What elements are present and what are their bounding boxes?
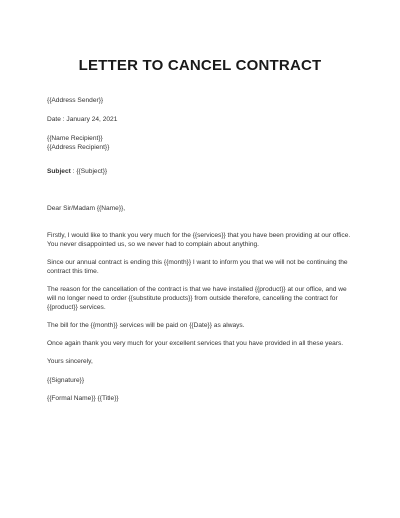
- formal-name-title: {{Formal Name}} {{Title}}: [47, 395, 119, 402]
- paragraph-cancellation-reason: [47, 285, 357, 312]
- paragraph-line: will no longer need to order {{substitute products}} from outside therefore, cancelling the contract for: [47, 295, 338, 302]
- paragraph-contract-ending: [47, 258, 357, 276]
- subject-label: Subject: [47, 168, 71, 175]
- paragraph-line: The reason for the cancellation of the contract is that we have installed {{product}} at our office, and we: [47, 286, 347, 293]
- name-recipient: {{Name Recipient}}: [47, 135, 103, 142]
- signature: {{Signature}}: [47, 377, 85, 384]
- paragraph-line: {{product}} services.: [47, 304, 106, 311]
- closing: Yours sincerely,: [47, 358, 93, 365]
- paragraph-line: You never disappointed us, so we never had to complain about anything.: [47, 241, 260, 248]
- subject-value: : {{Subject}}: [70, 168, 108, 175]
- paragraph-thanks: [47, 231, 357, 249]
- paragraph-thanks-again: Once again thank you very much for your excellent services that you have provided in all these years.: [47, 340, 344, 347]
- letter-title: LETTER TO CANCEL CONTRACT: [78, 57, 322, 74]
- address-recipient: {{Address Recipient}}: [47, 144, 110, 151]
- paragraph-line: Since our annual contract is ending this {{month}} I want to inform you that we will not be continuing the: [47, 259, 348, 266]
- paragraph-line: Firstly, I would like to thank you very much for the {{services}} that you have been providing at our office.: [47, 232, 351, 239]
- subject-line: [47, 167, 107, 176]
- salutation: Dear Sir/Madam {{Name}},: [47, 205, 126, 212]
- address-sender: {{Address Sender}}: [47, 97, 104, 104]
- paragraph-line: contract this time.: [47, 268, 99, 275]
- letter-date: Date : January 24, 2021: [47, 116, 118, 123]
- paragraph-bill: The bill for the {{month}} services will be paid on {{Date}} as always.: [47, 322, 245, 329]
